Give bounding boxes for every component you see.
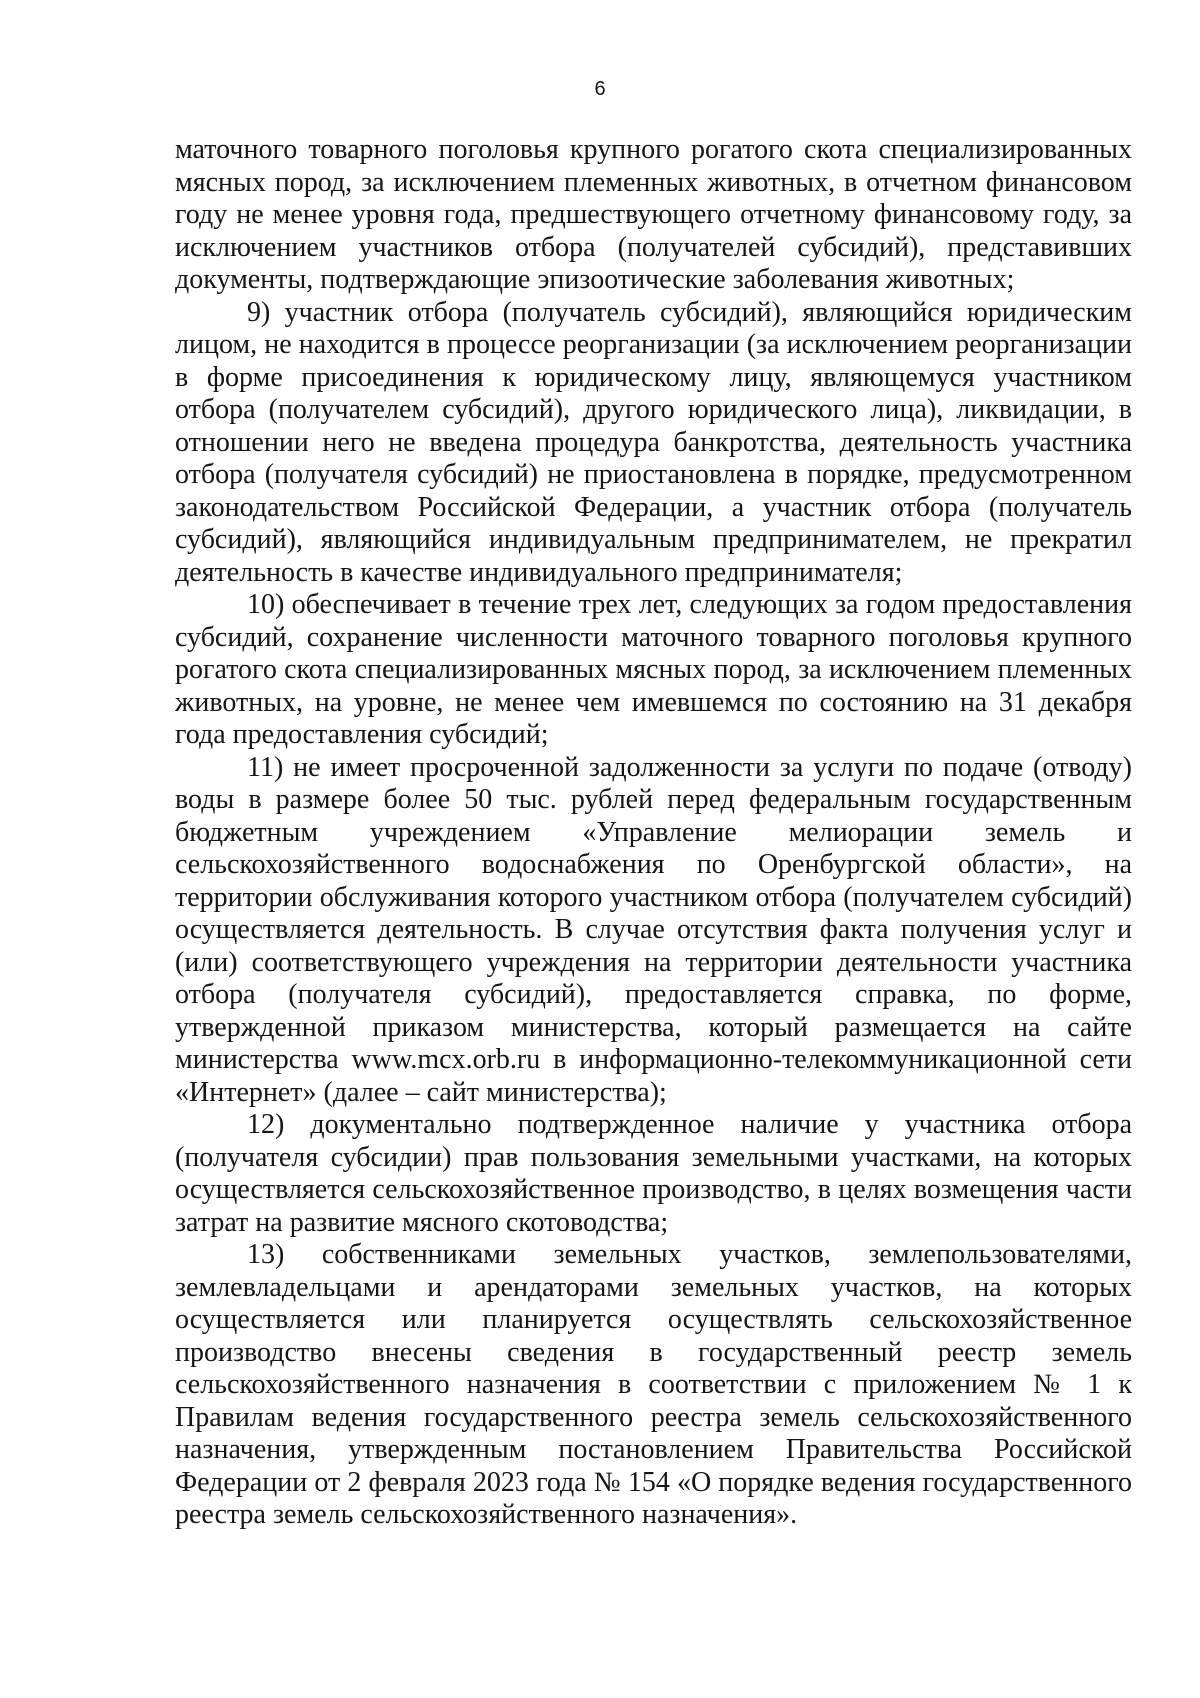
paragraph-item-12: 12) документально подтвержденное наличие у участника отбора (получателя субсидии) прав пользования земельными участками, на которых осуществляется сельскохозяйственное производство, в целях возмещения части затрат на развитие мясного скотоводства; xyxy=(175,1109,1132,1238)
paragraph-item-11: 11) не имеет просроченной задолженности за услуги по подаче (отводу) воды в размере более 50 тыс. рублей перед федеральным государственным бюджетным учреждением «Управление мелиорации земель и сельскохозяйственного водоснабжения по Оренбургской области», на территории обслуживания которого участником отбора (получателем субсидий) осуществляется деятельность. В случае отсутствия факта получения услуг и (или) соответствующего учреждения на территории деятельности участника отбора (получателя субсидий), предоставляется справка, по форме, утвержденной приказом министерства, который размещается на сайте министерства www.mcx.orb.ru в информационно-телекоммуникационной сети «Интернет» (далее – сайт министерства); xyxy=(175,751,1132,1108)
paragraph-item-13: 13) собственниками земельных участков, землепользователями, землевладельцами и арендаторами земельных участков, на которых осуществляется или планируется осуществлять сельскохозяйственное производство внесены сведения в государственный реестр земель сельскохозяйственного назначения в соответствии с приложением № 1 к Правилам ведения государственного реестра земель сельскохозяйственного назначения, утвержденным постановлением Правительства Российской Федерации от 2 февраля 2023 года № 154 «О порядке ведения государственного реестра земель сельскохозяйственного назначения». xyxy=(175,1239,1132,1530)
page-number: 6 xyxy=(594,78,606,100)
paragraph-continuation: маточного товарного поголовья крупного рогатого скота специализированных мясных пород, за исключением племенных животных, в отчетном финансовом году не менее уровня года, предшествующего отчетному финансовому году, за исключением участников отбора (получателей субсидий), представивших документы, подтверждающие эпизоотические заболевания животных; xyxy=(175,134,1132,295)
document-body xyxy=(175,134,1132,1532)
paragraph-item-10: 10) обеспечивает в течение трех лет, следующих за годом предоставления субсидий, сохранение численности маточного товарного поголовья крупного рогатого скота специализированных мясных пород, за исключением племенных животных, на уровне, не менее чем имевшемся по состоянию на 31 декабря года предоставления субсидий; xyxy=(175,589,1132,750)
paragraph-item-9: 9) участник отбора (получатель субсидий), являющийся юридическим лицом, не находится в процессе реорганизации (за исключением реорганизации в форме присоединения к юридическому лицу, являющемуся участником отбора (получателем субсидий), другого юридического лица), ликвидации, в отношении него не введена процедура банкротства, деятельность участника отбора (получателя субсидий) не приостановлена в порядке, предусмотренном законодательством Российской Федерации, а участник отбора (получатель субсидий), являющийся индивидуальным предпринимателем, не прекратил деятельность в качестве индивидуального предпринимателя; xyxy=(175,296,1132,588)
